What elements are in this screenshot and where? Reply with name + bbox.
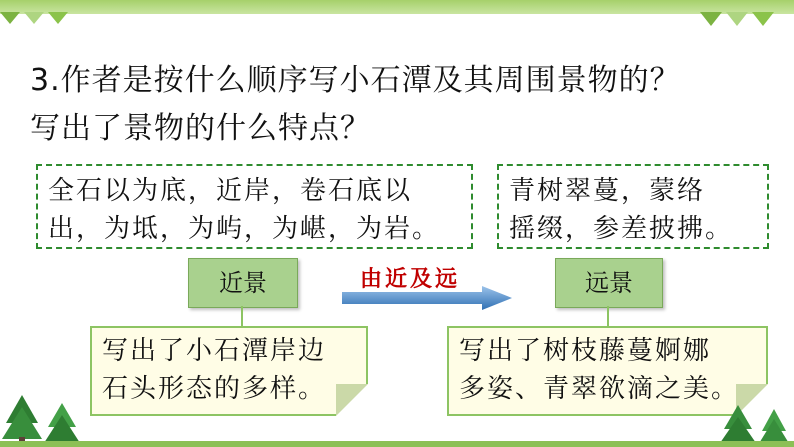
near-quote-line-1: 全石以为底，近岸，卷石底以 [48, 176, 413, 206]
question-line-1: 3.作者是按什么顺序写小石潭及其周围景物的？ [30, 63, 681, 98]
near-note-line-2: 石头形态的多样。 [102, 374, 327, 404]
question-line-2: 写出了景物的什么特点？ [30, 111, 371, 146]
far-view-label: 远景 [555, 258, 663, 308]
near-view-label: 近景 [188, 258, 298, 308]
far-quote-line-2: 摇缀，参差披拂。 [509, 214, 734, 244]
bunting-decoration [0, 0, 794, 26]
near-quote-line-2: 出，为坻，为屿，为嵁，为岩。 [48, 214, 441, 244]
arrow-label: 由近及远 [360, 267, 461, 292]
page-fold-corner [336, 384, 368, 416]
near-note-line-1: 写出了小石潭岸边 [102, 336, 327, 366]
far-connector [598, 306, 618, 328]
order-arrow [342, 264, 512, 310]
far-quote-box [497, 164, 769, 249]
pine-tree-icon [0, 387, 90, 447]
pine-tree-icon [714, 395, 794, 447]
ground-strip [0, 441, 794, 447]
near-quote-box [36, 164, 473, 249]
near-connector [232, 306, 252, 328]
far-note-line-1: 写出了树枝藤蔓婀娜 [459, 336, 712, 366]
far-note-line-2: 多姿、青翠欲滴之美。 [459, 374, 740, 404]
near-description-note [90, 326, 368, 416]
far-quote-line-1: 青树翠蔓，蒙络 [509, 176, 706, 206]
